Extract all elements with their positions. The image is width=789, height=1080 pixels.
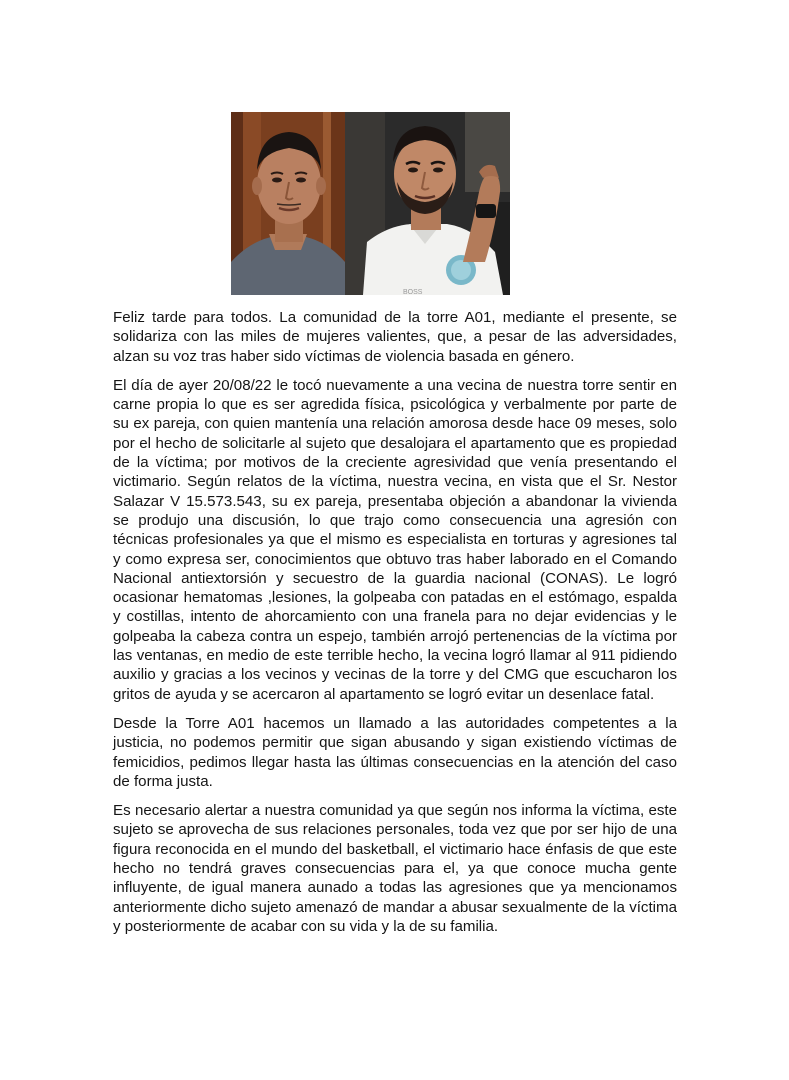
article-body <box>113 308 677 946</box>
portrait-left-image <box>231 112 345 295</box>
shirt-text-fragment: BOSS <box>403 289 423 295</box>
paragraph-incident: El día de ayer 20/08/22 le tocó nuevamente a una vecina de nuestra torre sentir en carne propia lo que es ser agredida física, psicológica y verbalmente por parte de su ex pareja, con quien mantenía una relación amorosa desde hace 09 meses, solo por el hecho de solicitarle al sujeto que desalojara el apartamento que es propiedad de la víctima; por motivos de la creciente agresividad que venía presentando el victimario. Según relatos de la víctima, nuestra vecina, en vista que el Sr. Nestor Salazar V 15.573.543, su ex pareja, presentaba objeción a abandonar la vivienda se produjo una discusión, lo que trajo como consecuencia una agresión con técnicas profesionales ya que el mismo es especialista en torturas y agresiones tal y como expresa ser, conocimientos que obtuvo tras haber laborado en el Comando Nacional antiextorsión y secuestro de la guardia nacional (CONAS). Le logró ocasionar hematomas ,lesiones, la golpeaba con patadas en el estómago, espalda y costillas, intento de ahorcamiento con una franela para no dejar evidencias y le golpeaba la cabeza contra un espejo, también arrojó pertenencias de la víctima por las ventanas, en medio de este terrible hecho, la vecina logró llamar al 911 pidiendo auxilio y gracias a los vecinos y vecinas de la torre y del CMG que escucharon los gritos de ayuda y se acercaron al apartamento se logró evitar un desenlace fatal. <box>113 376 677 703</box>
paragraph-intro: Feliz tarde para todos. La comunidad de la torre A01, mediante el presente, se solidariza con las miles de mujeres valientes, que, a pesar de las adversidades, alzan su voz tras haber sido víctimas de violencia basada en género. <box>113 309 677 365</box>
photo-right <box>345 112 510 295</box>
photo-left <box>231 112 345 295</box>
photo-strip <box>231 112 510 295</box>
paragraph-warning: Es necesario alertar a nuestra comunidad ya que según nos informa la víctima, este sujeto se aprovecha de sus relaciones personales, toda vez que por ser hijo de una figura reconocida en el mundo del basketball, el victimario hace énfasis de que este hecho no tendrá graves consecuencias para el, ya que conoce mucha gente influyente, de igual manera aunado a todas las agresiones que ya mencionamos anteriormente dicho sujeto amenazó de mandar a abusar sexualmente de la víctima y posteriormente de acabar con su vida y la de su familia. <box>113 802 677 935</box>
paragraph-call-to-authorities: Desde la Torre A01 hacemos un llamado a las autoridades competentes a la justicia, no podemos permitir que sigan abusando y sigan existiendo víctimas de femicidios, pedimos llegar hasta las últimas consecuencias en la atención del caso de forma justa. <box>113 714 677 790</box>
portrait-right-image <box>345 112 510 295</box>
